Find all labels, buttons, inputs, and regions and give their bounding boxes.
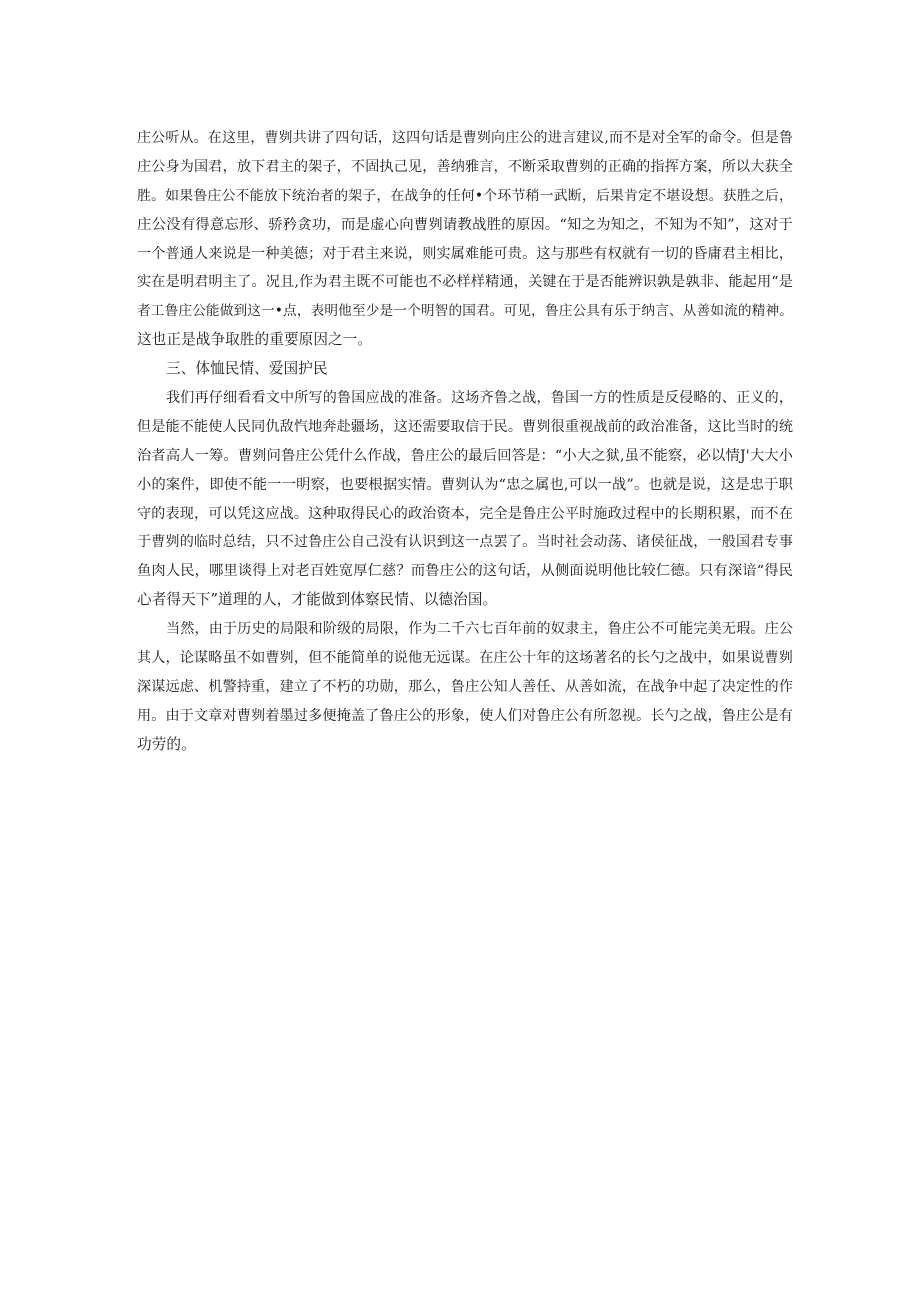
text-line: 这也正是战争取胜的重要原因之一。 — [137, 331, 373, 349]
paragraph-3 — [137, 615, 793, 759]
text-line: 功劳的。 — [137, 735, 196, 753]
text-line: 胜。如果鲁庄公不能放下统治者的架子，在战争的任何•个环节稍一武断，后果肯定不堪设想。获胜之后， — [137, 187, 793, 204]
text-line: 庄公身为国君，放下君主的架子，不固执己见，善纳雅言，不断采取曹刿的正确的指挥方案，所以大获全 — [137, 158, 793, 175]
text-line: 鱼肉人民，哪里谈得上对老百姓宽厚仁慈？而鲁庄公的这句话，从侧面说明他比较仁德。只有深谙“得民 — [137, 563, 793, 580]
text-line: 小的案件，即使不能一一明察，也要根据实情。曹刿认为“忠之属也,可以一战”。也就是说，这是忠于职 — [137, 476, 793, 493]
paragraph-1 — [137, 124, 793, 355]
text-line: 庄公没有得意忘形、骄矜贪功，而是虚心向曹刿请教战胜的原因。“知之为知之，不知为不知”，这对于 — [137, 216, 793, 233]
text-line: 治者高人一筹。曹刿问鲁庄公凭什么作战，鲁庄公的最后回答是：“小大之狱,虽不能察，必以情J'大大小 — [137, 447, 793, 464]
text-line: 庄公听从。在这里，曹刿共讲了四句话，这四句话是曹刿向庄公的进言建议,而不是对全军的命令。但是鲁 — [137, 130, 793, 146]
text-line: 实在是明君明主了。况且,作为君主既不可能也不必样样精通，关键在于是否能辨识孰是孰非、能起用“是 — [137, 274, 793, 291]
document-body — [137, 124, 793, 760]
text-line: 但是能不能使人民同仇敌忾地奔赴疆场，这还需要取信于民。曹刿很重视战前的政治准备，这比当时的统 — [137, 418, 793, 435]
text-line: 于曹刿的临时总结，只不过鲁庄公自己没有认识到这一点罢了。当时社会动荡、诸侯征战，一般国君专事 — [137, 534, 793, 551]
paragraph-2 — [137, 384, 793, 615]
text-line: 当然，由于历史的局限和阶级的局限，作为二千六七百年前的奴隶主，鲁庄公不可能完美无瑕。庄公 — [166, 621, 793, 638]
text-line: 心者得天下”道理的人，才能做到体察民情、以德治国。 — [137, 591, 498, 609]
text-line: 用。由于文章对曹刿着墨过多便掩盖了鲁庄公的形象，使人们对鲁庄公有所忽视。长勺之战，鲁庄公是有 — [137, 707, 793, 724]
text-line: 守的表现，可以凭这应战。这种取得民心的政治资本，完全是鲁庄公平时施政过程中的长期积累，而不在 — [137, 505, 793, 522]
section-heading — [137, 355, 793, 384]
heading-text: 三、体恤民情、爱国护民 — [166, 360, 328, 378]
text-line: 其人，论谋略虽不如曹刿，但不能简单的说他无远谋。在庄公十年的这场著名的长勺之战中，如果说曹刿 — [137, 650, 793, 667]
text-line: 者工鲁庄公能做到这一•点，表明他至少是一个明智的国君。可见，鲁庄公具有乐于纳言、从善如流的精神。 — [137, 303, 793, 320]
text-line: 深谋远虑、机警持重，建立了不朽的功勋，那么，鲁庄公知人善任、从善如流，在战争中起了决定性的作 — [137, 678, 793, 695]
text-line: 我们再仔细看看文中所写的鲁国应战的准备。这场齐鲁之战，鲁国一方的性质是反侵略的、正义的， — [166, 390, 793, 407]
text-line: 一个普通人来说是一种美德；对于君主来说，则实属难能可贵。这与那些有权就有一切的昏庸君主相比， — [137, 245, 793, 262]
